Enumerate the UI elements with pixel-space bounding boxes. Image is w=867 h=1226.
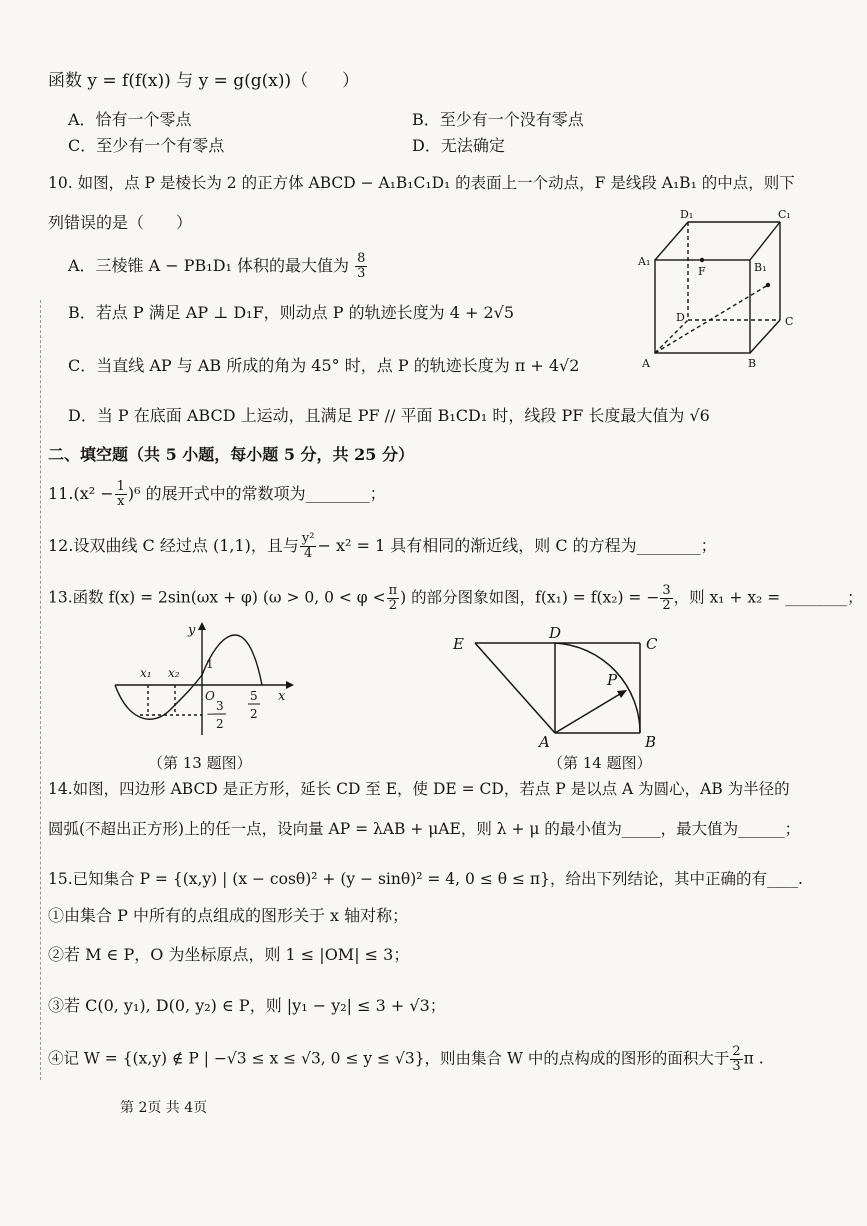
- label-d: D: [676, 311, 685, 324]
- q12-post: − x² = 1 具有相同的渐近线，则 C 的方程为________；: [317, 536, 717, 555]
- q13-fraction-1: [387, 584, 400, 613]
- q15-s4-pre: ④记 W = {(x,y) ∉ P | −√3 ≤ x ≤ √3, 0 ≤ y ≤ √3}，则由集合 W 中的点构成的图形的面积大于: [48, 1049, 730, 1068]
- q10-option-b: B．若点 P 满足 AP ⊥ D₁F，则动点 P 的轨迹长度为 4 + 2√5: [68, 303, 515, 322]
- q15-statement-1: ①由集合 P 中所有的点组成的图形关于 x 轴对称；: [48, 906, 409, 925]
- fig14-label-b: B: [645, 733, 657, 750]
- label-b1: B₁: [754, 261, 767, 274]
- label-b: B: [748, 357, 757, 370]
- point-f: [700, 258, 704, 262]
- fig14-label-p: P: [607, 671, 618, 689]
- q13-den1: 2: [388, 598, 397, 613]
- fig14-arrowhead: [617, 690, 627, 698]
- q13-num1: π: [388, 583, 398, 598]
- fig13-label-x1: x₁: [140, 666, 152, 680]
- q10-option-a: [68, 252, 368, 281]
- fig14-label-e: E: [453, 635, 464, 653]
- fig14-vector-ap: [555, 691, 625, 733]
- fig13-tick1-den: 2: [216, 717, 224, 731]
- q15-s4-post: π .: [743, 1049, 764, 1068]
- q13-num2: 3: [662, 583, 671, 598]
- fig13-label-y: y: [188, 623, 196, 638]
- q11-fraction: [115, 480, 127, 509]
- binding-margin-line: [40, 300, 41, 1080]
- q9-stem: 函数 y = f(f(x)) 与 y = g(g(x))（ ）: [48, 71, 360, 91]
- label-c: C: [785, 315, 794, 328]
- cube-figure: [630, 205, 810, 375]
- fig13-label-x2: x₂: [168, 666, 180, 680]
- edge-ad: [655, 320, 688, 353]
- q10-option-a-text: A．三棱锥 A − PB₁D₁ 体积的最大值为: [68, 256, 350, 275]
- fig13-label-neg: −: [206, 707, 217, 721]
- fig14-arc: [555, 643, 640, 733]
- page-footer: 第 2页 共 4页: [120, 1100, 208, 1116]
- q12-fraction: [300, 532, 317, 561]
- q10-option-c: C．当直线 AP 与 AB 所成的角为 45° 时，点 P 的轨迹长度为 π + 4√2: [68, 356, 580, 375]
- fig13-sine-graph: [110, 620, 300, 740]
- q13-fraction-2: [660, 584, 672, 613]
- label-d1: D₁: [680, 208, 694, 221]
- label-a1: A₁: [638, 255, 651, 268]
- label-f: F: [698, 265, 706, 278]
- q10-option-d: D．当 P 在底面 ABCD 上运动，且满足 PF // 平面 B₁CD₁ 时，线段 PF 长度最大值为 √6: [68, 406, 710, 425]
- edge-b1c1: [750, 222, 780, 260]
- section-2-heading: 二、填空题（共 5 小题，每小题 5 分，共 25 分）: [48, 445, 414, 464]
- q15-s4-num: 2: [732, 1044, 741, 1059]
- q9-option-c: C．至少有一个有零点: [68, 136, 225, 155]
- q10-a-den: 3: [357, 266, 366, 281]
- q11-pre: 11.(x² −: [48, 484, 114, 503]
- q9-option-b: B．至少有一个没有零点: [412, 110, 584, 129]
- q13-post: ，则 x₁ + x₂ = ________；: [673, 588, 863, 607]
- q11: [48, 480, 386, 509]
- fig13-tick2-num: 5: [250, 689, 258, 703]
- q11-post: )⁶ 的展开式中的常数项为________；: [127, 484, 386, 503]
- edge-bc: [750, 320, 780, 353]
- q15-statement-3: ③若 C(0, y₁), D(0, y₂) ∈ P，则 |y₁ − y₂| ≤ 3 + √3；: [48, 996, 446, 1015]
- label-c1: C₁: [778, 208, 791, 221]
- q14-line1: 14.如图，四边形 ABCD 是正方形，延长 CD 至 E，使 DE = CD，若点 P 是以点 A 为圆心，AB 为半径的: [48, 780, 790, 798]
- fig14-label-d: D: [549, 625, 562, 642]
- fig13-label-o: O: [205, 689, 215, 703]
- q13: [48, 584, 863, 613]
- q10-option-a-fraction: [355, 252, 367, 281]
- q12-den: 4: [304, 546, 313, 561]
- q10-a-num: 8: [357, 251, 366, 266]
- q15-s4-den: 3: [732, 1059, 741, 1074]
- fig13-x-arrow: [286, 681, 294, 689]
- fig14-caption: （第 14 题图）: [548, 754, 652, 772]
- q10-stem-line2: 列错误的是（ ）: [48, 213, 193, 232]
- fig14-label-a: A: [539, 733, 550, 750]
- q12-pre: 12.设双曲线 C 经过点 (1,1)，且与: [48, 536, 299, 555]
- fig13-tick2-den: 2: [250, 707, 258, 721]
- q12: [48, 532, 717, 561]
- q15-statement-4: [48, 1045, 764, 1074]
- q10-stem-line1: 10. 如图，点 P 是棱长为 2 的正方体 ABCD − A₁B₁C₁D₁ 的表面上一个动点，F 是线段 A₁B₁ 的中点，则下: [48, 174, 795, 192]
- fig13-curve: [115, 635, 262, 719]
- fig13-label-one: 1: [206, 657, 214, 671]
- fig13-label-x: x: [278, 689, 286, 704]
- fig13-tick1-num: 3: [216, 699, 224, 713]
- fig13-caption: （第 13 题图）: [148, 754, 252, 772]
- q15-stem: 15.已知集合 P = {(x,y) | (x − cosθ)² + (y − sinθ)² = 4, 0 ≤ θ ≤ π}，给出下列结论，其中正确的有____.: [48, 870, 803, 888]
- point-p: [766, 283, 770, 287]
- fig14-line-ea: [475, 643, 555, 733]
- fig14-square-arc: [445, 625, 675, 750]
- q11-den: x: [117, 494, 125, 509]
- q15-statement-2: ②若 M ∈ P，O 为坐标原点，则 1 ≤ |OM| ≤ 3；: [48, 945, 410, 964]
- fig14-label-c: C: [646, 635, 658, 653]
- q14-line2: 圆弧(不超出正方形)上的任一点，设向量 AP = λAB + μAE，则 λ + μ 的最小值为_____，最大值为______；: [48, 820, 801, 838]
- q9-option-a: A．恰有一个零点: [68, 110, 192, 129]
- q13-pre: 13.函数 f(x) = 2sin(ωx + φ) (ω > 0, 0 < φ <: [48, 588, 386, 607]
- label-a: A: [642, 357, 650, 370]
- q9-option-d: D．无法确定: [412, 136, 505, 155]
- segment-ap: [655, 285, 768, 353]
- q12-num: y²: [301, 531, 315, 546]
- q11-num: 1: [116, 479, 125, 494]
- q15-s4-fraction: [730, 1045, 742, 1074]
- edge-a1d1: [655, 222, 688, 260]
- q13-den2: 2: [662, 598, 671, 613]
- fig13-y-arrow: [198, 622, 206, 630]
- q13-mid: ) 的部分图象如图，f(x₁) = f(x₂) = −: [400, 588, 660, 607]
